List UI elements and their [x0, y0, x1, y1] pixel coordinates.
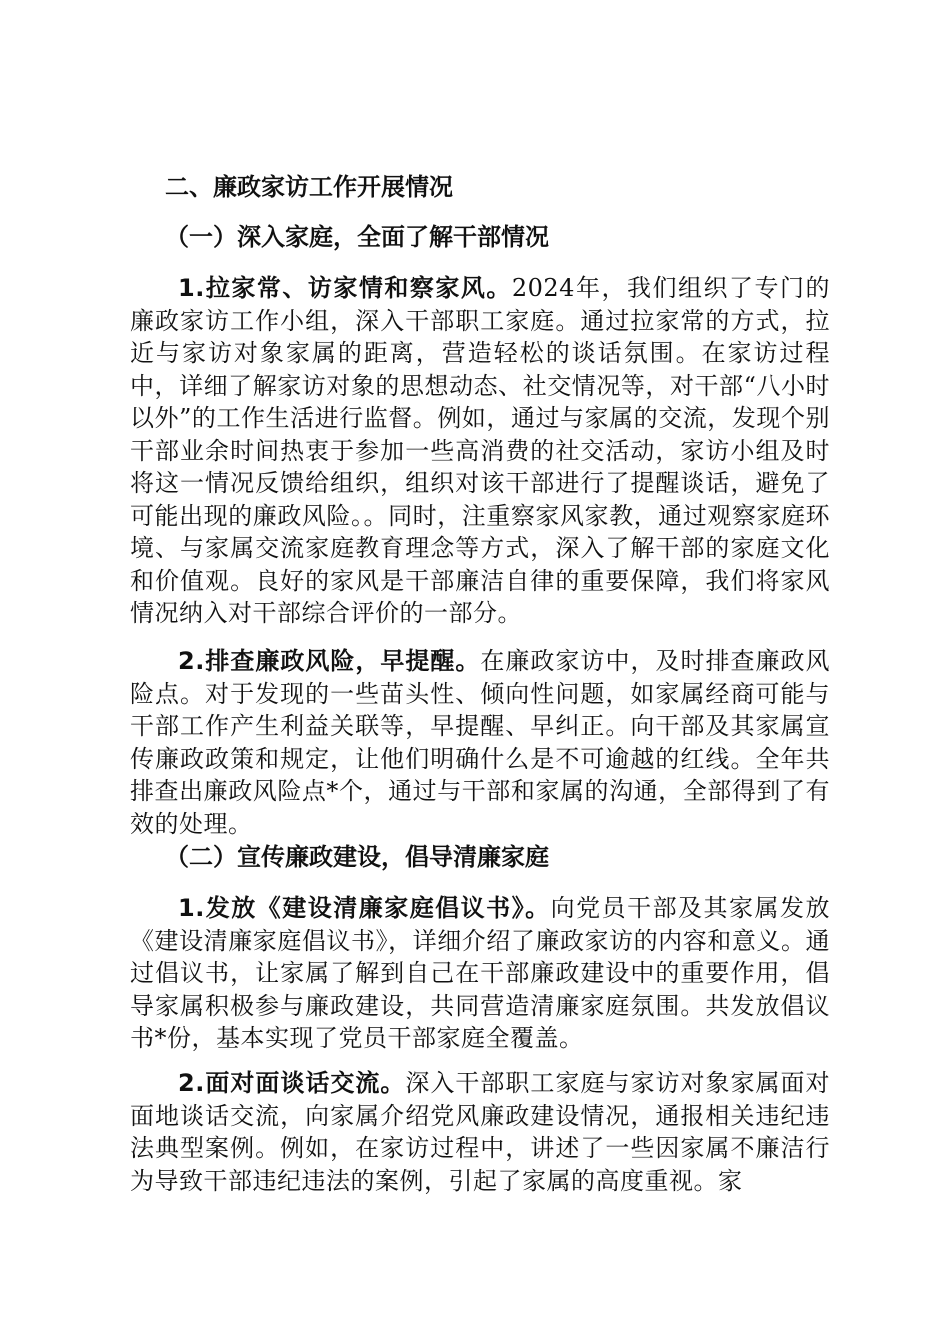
paragraph-body: 深入干部职工家庭与家访对象家属面对面地谈话交流，向家属介绍党风廉政建设情况，通报相关违纪违法典型案例。例如，在家访过程中，讲述了一些因家属不廉洁行为导致干部违纪违法的案例，引起了家属的高度重视。家	[130, 1069, 830, 1195]
paragraph-lead: 1.发放《建设清廉家庭倡议书》。	[178, 894, 551, 922]
section-heading: 二、廉政家访工作开展情况	[165, 173, 453, 201]
paragraph-lead: 2.面对面谈话交流。	[178, 1069, 406, 1097]
paragraph-body: 向党员干部及其家属发放《建设清廉家庭倡议书》，详细介绍了廉政家访的内容和意义。通过倡议书，让家属了解到自己在干部廉政建设中的重要作用，倡导家属积极参与廉政建设，共同营造清廉家庭氛围。共发放倡议书*份，基本实现了党员干部家庭全覆盖。	[130, 894, 830, 1052]
paragraph-face-to-face	[130, 1067, 830, 1197]
paragraph-proposal	[130, 892, 830, 1055]
subsection-heading-2: （二）宣传廉政建设，倡导清廉家庭	[165, 843, 549, 871]
paragraph-home-visit	[130, 272, 830, 630]
paragraph-lead: 2.排查廉政风险，早提醒。	[178, 647, 481, 675]
paragraph-body: 2024年，我们组织了专门的廉政家访工作小组，深入干部职工家庭。通过拉家常的方式，拉近与家访对象家属的距离，营造轻松的谈话氛围。在家访过程中，详细了解家访对象的思想动态、社交情况等，对干部“八小时以外”的工作生活进行监督。例如，通过与家属的交流，发现个别干部业余时间热衷于参加一些高消费的社交活动，家访小组及时将这一情况反馈给组织，组织对该干部进行了提醒谈话，避免了可能出现的廉政风险。。同时，注重察家风家教，通过观察家庭环境、与家属交流家庭教育理念等方式，深入了解干部的家庭文化和价值观。良好的家风是干部廉洁自律的重要保障，我们将家风情况纳入对干部综合评价的一部分。	[130, 274, 830, 627]
paragraph-body: 在廉政家访中，及时排查廉政风险点。对于发现的一些苗头性、倾向性问题，如家属经商可能与干部工作产生利益关联等，早提醒、早纠正。向干部及其家属宣传廉政政策和规定，让他们明确什么是不可逾越的红线。全年共排查出廉政风险点*个，通过与干部和家属的沟通，全部得到了有效的处理。	[130, 647, 830, 838]
paragraph-lead: 1.拉家常、访家情和察家风。	[178, 274, 512, 302]
paragraph-risk-check	[130, 645, 830, 840]
subsection-heading-1: （一）深入家庭，全面了解干部情况	[165, 223, 549, 251]
